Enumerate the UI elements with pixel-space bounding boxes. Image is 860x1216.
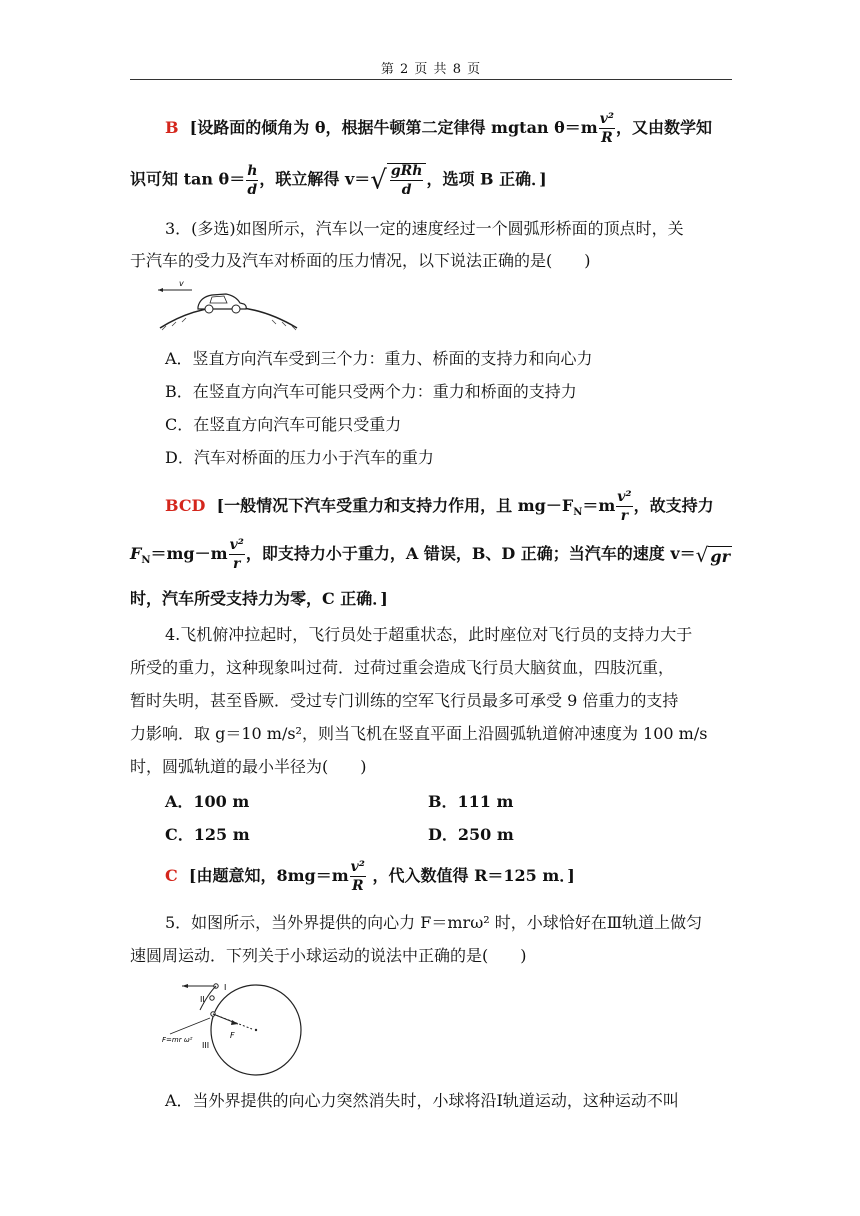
label-III: III bbox=[202, 1041, 210, 1050]
circular-orbit-figure bbox=[160, 976, 308, 1076]
q3-stem-line2: 于汽车的受力及汽车对桥面的压力情况，以下说法正确的是( ) bbox=[130, 251, 591, 270]
q4-stem-line4: 力影响．取 g＝10 m/s²，则当飞机在竖直平面上沿圆弧轨道俯冲速度为 100 m/s bbox=[130, 724, 708, 743]
q3-option-b[interactable]: B．在竖直方向汽车可能只受两个力：重力和桥面的支持力 bbox=[165, 382, 577, 401]
q4-option-a[interactable]: A．100 m bbox=[165, 792, 250, 811]
q4-option-c[interactable]: C．125 m bbox=[165, 825, 250, 844]
fraction-v2-over-R-2: $\frac{\text{v²}}{R}$ bbox=[350, 859, 365, 894]
sqrt-gRh-over-d: √ $\frac{\text{gRh}}{d}$ bbox=[370, 163, 426, 197]
page-number-header: 第 2 页 共 8 页 bbox=[380, 62, 482, 77]
q4-option-d[interactable]: D．250 m bbox=[428, 825, 514, 844]
centripetal-arrow bbox=[170, 1018, 210, 1034]
answer3-line3: 时，汽车所受支持力为零，C 正确．] bbox=[130, 589, 388, 608]
q4-stem-line1: 4.飞机俯冲拉起时，飞行员处于超重状态，此时座位对飞行员的支持力大于 bbox=[165, 625, 693, 644]
q3-stem-line1: 3．(多选)如图所示，汽车以一定的速度经过一个圆弧形桥面的顶点时，关 bbox=[165, 219, 684, 238]
car-wheel-front bbox=[205, 305, 213, 313]
q5-stem-line2: 速圆周运动．下列关于小球运动的说法中正确的是( ) bbox=[130, 946, 527, 965]
fraction-v2-over-r: $\frac{\text{v²}}{r}$ bbox=[617, 489, 632, 524]
answer2-line1: B [设路面的倾角为 θ，根据牛顿第二定律得 mgtan θ＝m $\frac{\text{v²}}{R}$ ，又由数学知 bbox=[165, 111, 713, 146]
fraction-v2-over-r-2: $\frac{\text{v²}}{r}$ bbox=[229, 537, 244, 572]
q4-stem-line2: 所受的重力，这种现象叫过荷．过荷过重会造成飞行员大脑贫血，四肢沉重， bbox=[130, 658, 675, 677]
answer2-line2: 识可知 tan θ＝ $\frac{h}{d}$ ，联立解得 v＝√ $\frac{\text{gRh}}{d}$ ，选项 B 正确．] bbox=[130, 162, 547, 198]
q4-stem-line3: 暂时失明，甚至昏厥．受过专门训练的空军飞行员最多可承受 9 倍重力的支持 bbox=[130, 691, 679, 710]
label-II: II bbox=[200, 995, 205, 1004]
q5-option-a[interactable]: A．当外界提供的向心力突然消失时，小球将沿Ⅰ轨道运动，这种运动不叫 bbox=[165, 1091, 679, 1110]
answer3-line1: BCD [一般情况下汽车受重力和支持力作用，且 $mg-F_N=m$ $\frac{\text{v²}}{r}$ ，故支持力 bbox=[165, 489, 714, 524]
sqrt-gr: √ gr bbox=[695, 542, 731, 567]
velocity-label: v bbox=[179, 279, 184, 288]
bridge-arc bbox=[160, 307, 297, 328]
q3-option-d[interactable]: D．汽车对桥面的压力小于汽车的重力 bbox=[165, 448, 434, 467]
answer4-key: C bbox=[165, 866, 178, 885]
fraction-h-over-d: $\frac{h}{d}$ bbox=[247, 162, 258, 198]
label-I: I bbox=[224, 983, 227, 992]
fraction-v2-over-R: $\frac{\text{v²}}{R}$ bbox=[599, 111, 615, 146]
car-wheel-rear bbox=[232, 305, 240, 313]
label-F: F bbox=[230, 1031, 235, 1040]
q3-option-a[interactable]: A．竖直方向汽车受到三个力：重力、桥面的支持力和向心力 bbox=[165, 349, 593, 368]
answer4-line: C [由题意知，8mg＝m $\frac{\text{v²}}{R}$ ，代入数值得 R＝125 m．] bbox=[165, 859, 575, 894]
q3-option-c[interactable]: C．在竖直方向汽车可能只受重力 bbox=[165, 415, 402, 434]
answer2-key: B bbox=[165, 118, 179, 137]
answer3-line2: $F_N=mg-m$ $\frac{\text{v²}}{r}$ ，即支持力小于重力，A 错误，B、D 正确；当汽车的速度 v＝√ gr bbox=[130, 537, 731, 572]
q4-option-b[interactable]: B．111 m bbox=[428, 792, 514, 811]
q4-stem-line5: 时，圆弧轨道的最小半径为( ) bbox=[130, 757, 367, 776]
answer3-key: BCD bbox=[165, 496, 206, 515]
bridge-car-figure bbox=[152, 276, 302, 332]
q5-stem-line1: 5．如图所示，当外界提供的向心力 F＝mrω² 时，小球恰好在Ⅲ轨道上做匀 bbox=[165, 913, 703, 932]
header-divider bbox=[130, 79, 732, 80]
label-F-expression: F=mr ω² bbox=[162, 1036, 193, 1044]
